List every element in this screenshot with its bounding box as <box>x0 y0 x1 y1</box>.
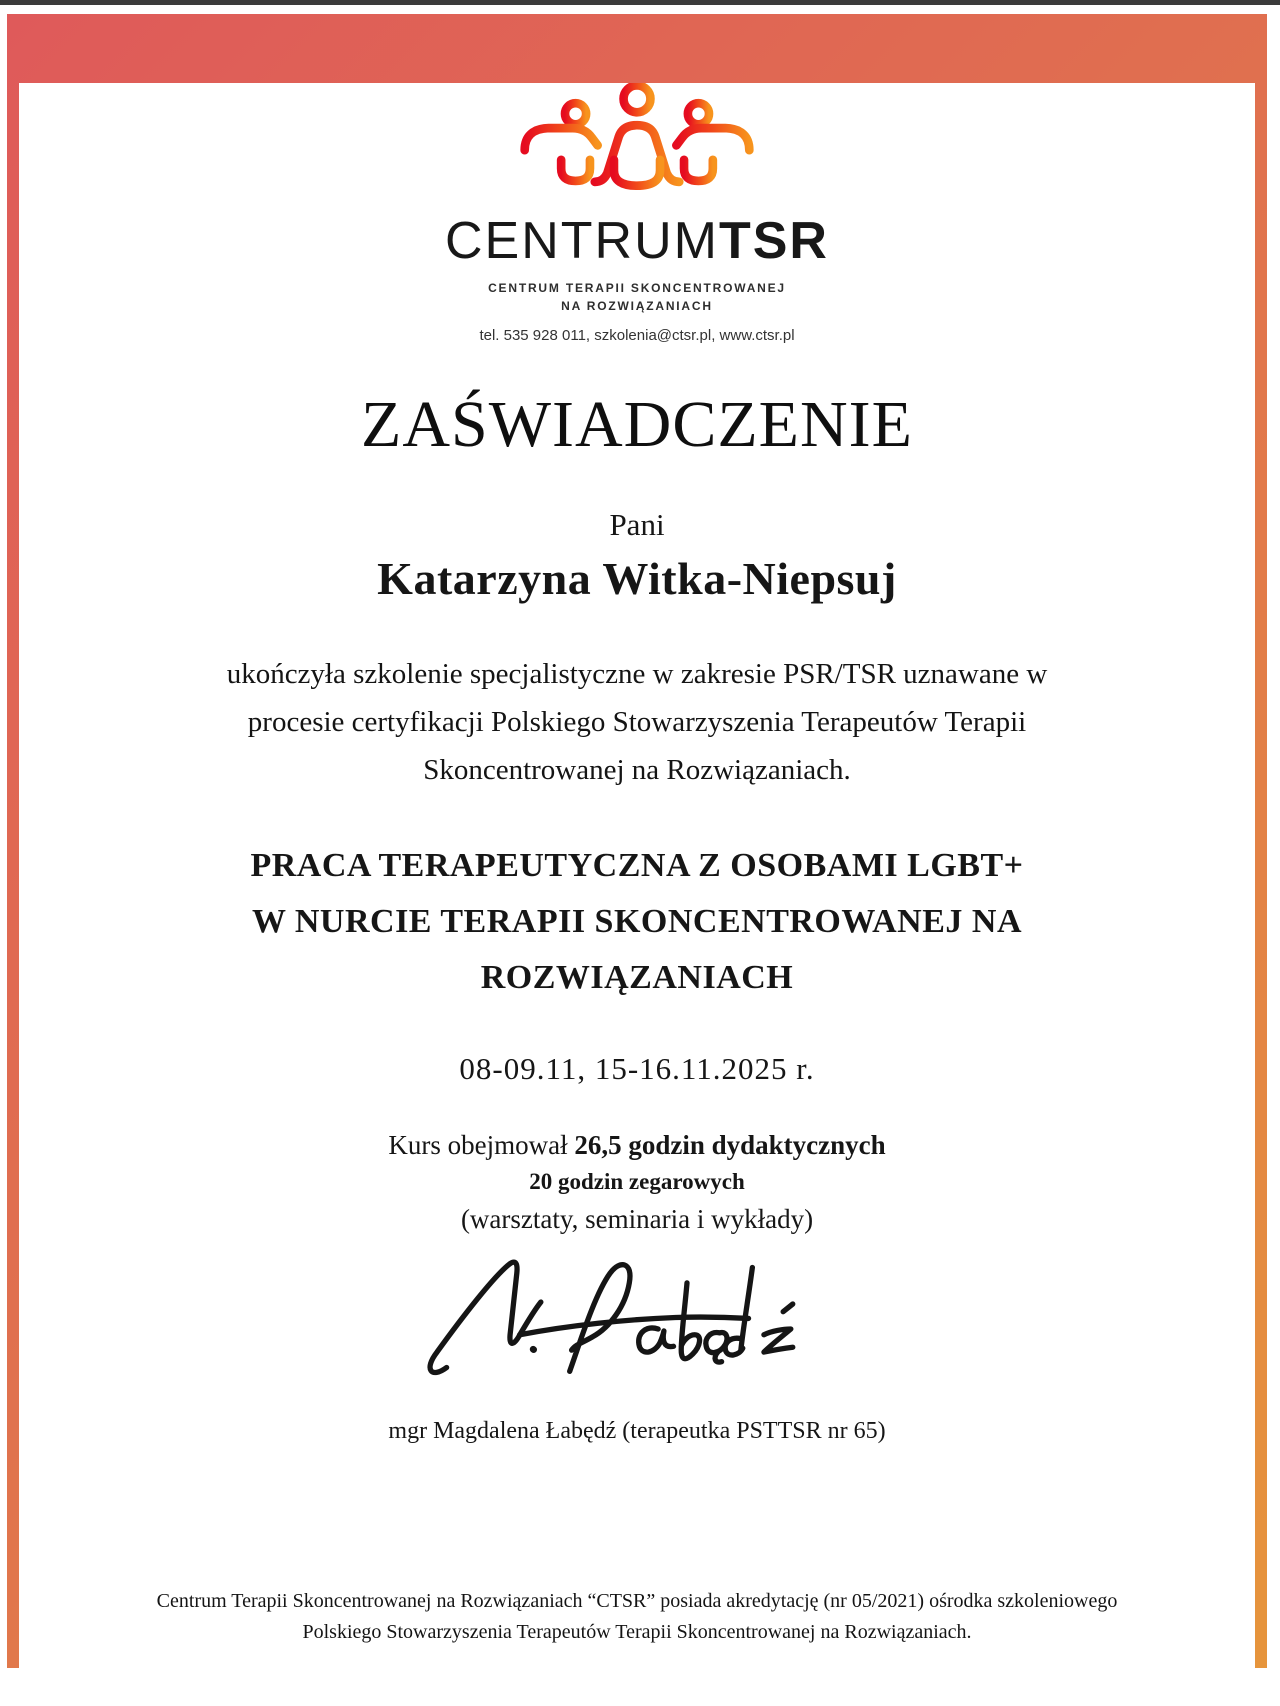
brand-subtitle <box>19 279 1255 315</box>
signer-name-line: mgr Magdalena Łabędź (terapeutka PSTTSR nr 65) <box>388 1418 886 1444</box>
body-line: procesie certyfikacji Polskiego Stowarzyszenia Terapeutów Terapii <box>247 706 1027 738</box>
course-hours-prefix: Kurs obejmował <box>388 1130 575 1160</box>
certificate-body <box>19 650 1255 794</box>
body-line: ukończyła szkolenie specjalistyczne w zakresie PSR/TSR uznawane w <box>226 658 1048 690</box>
certificate-page <box>19 83 1255 1706</box>
contact-line: tel. 535 928 011, szkolenia@ctsr.pl, www.ctsr.pl <box>479 327 795 344</box>
course-format-note: (warsztaty, seminaria i wykłady) <box>460 1204 814 1234</box>
footer-line: Polskiego Stowarzyszenia Terapeutów Terapii Skoncentrowanej na Rozwiązaniach. <box>302 1621 972 1643</box>
course-hours-value: 26,5 godzin dydaktycznych <box>574 1130 886 1160</box>
body-line: Skoncentrowanej na Rozwiązaniach. <box>423 754 851 786</box>
three-people-logo-icon <box>512 83 762 203</box>
brand-regular-text: CENTRUM <box>445 212 719 270</box>
footer-line: Centrum Terapii Skoncentrowanej na Rozwiązaniach “CTSR” posiada akredytację (nr 05/2021) ośrodka szkoleniowego <box>156 1590 1118 1612</box>
course-hours-line <box>19 1130 1255 1160</box>
certificate-gradient-border <box>7 14 1267 1668</box>
brand-subtitle-line1: CENTRUM TERAPII SKONCENTROWANEJ <box>488 281 786 295</box>
brand-bold-text: TSR <box>718 212 829 270</box>
brand-wordmark <box>19 211 1255 271</box>
recipient-name: Katarzyna Witka-Niepsuj <box>377 553 897 604</box>
clock-hours-line: 20 godzin zegarowych <box>529 1169 745 1194</box>
course-title-line: PRACA TERAPEUTYCZNA Z OSOBAMI LGBT+ <box>250 847 1024 884</box>
handwritten-signature-image <box>422 1254 852 1379</box>
course-dates: 08-09.11, 15-16.11.2025 r. <box>459 1051 815 1086</box>
brand-subtitle-line2: NA ROZWIĄZANIACH <box>561 299 713 313</box>
window-top-strip <box>0 0 1280 5</box>
course-title <box>19 838 1255 1006</box>
salutation: Pani <box>609 507 665 542</box>
course-title-line: W NURCIE TERAPII SKONCENTROWANEJ NA <box>251 903 1023 940</box>
course-title-line: ROZWIĄZANIACH <box>480 959 794 996</box>
certificate-title: ZAŚWIADCZENIE <box>361 388 913 461</box>
accreditation-footer <box>19 1586 1255 1648</box>
